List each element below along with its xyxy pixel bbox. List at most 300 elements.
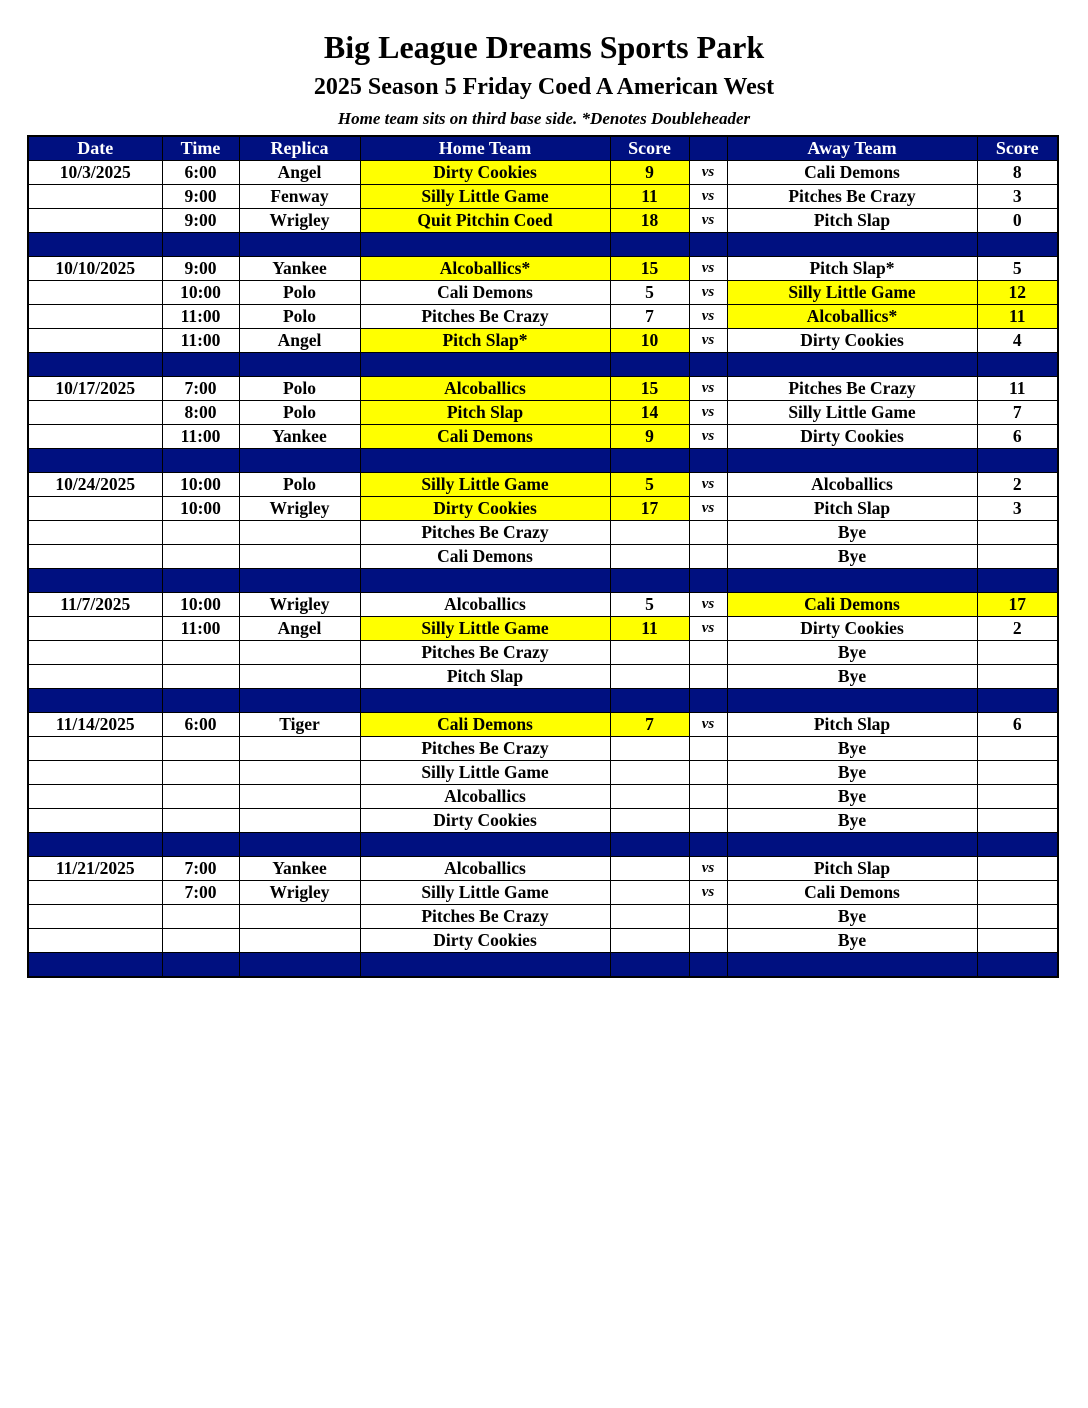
separator-cell (610, 449, 689, 473)
home-team-cell: Silly Little Game (360, 473, 610, 497)
vs-cell: vs (689, 593, 727, 617)
table-row (28, 785, 1058, 809)
replica-cell: Yankee (239, 857, 360, 881)
away-team-cell: Bye (727, 737, 977, 761)
vs-cell: vs (689, 185, 727, 209)
away-score-cell: 6 (977, 425, 1058, 449)
time-cell: 11:00 (162, 617, 239, 641)
away-score-cell (977, 785, 1058, 809)
time-cell (162, 665, 239, 689)
away-team-cell: Alcoballics (727, 473, 977, 497)
table-row (28, 329, 1058, 353)
home-team-cell: Alcoballics (360, 377, 610, 401)
separator-cell (162, 353, 239, 377)
table-row (28, 401, 1058, 425)
away-score-cell (977, 881, 1058, 905)
table-row (28, 185, 1058, 209)
date-cell: 10/24/2025 (28, 473, 162, 497)
separator-cell (360, 233, 610, 257)
table-row (28, 929, 1058, 953)
home-team-cell: Silly Little Game (360, 761, 610, 785)
home-team-cell: Silly Little Game (360, 881, 610, 905)
column-header-home-score: Score (610, 136, 689, 161)
vs-cell: vs (689, 209, 727, 233)
schedule-note: Home team sits on third base side. *Denotes Doubleheader (337, 109, 751, 128)
home-team-cell: Pitches Be Crazy (360, 521, 610, 545)
separator-cell (162, 689, 239, 713)
date-cell (28, 617, 162, 641)
time-cell (162, 737, 239, 761)
separator-cell (977, 953, 1058, 978)
home-team-cell: Pitches Be Crazy (360, 305, 610, 329)
away-score-cell: 17 (977, 593, 1058, 617)
date-cell (28, 401, 162, 425)
date-cell (28, 785, 162, 809)
separator-cell (610, 833, 689, 857)
table-row (28, 881, 1058, 905)
away-score-cell: 6 (977, 713, 1058, 737)
away-score-cell (977, 929, 1058, 953)
table-header-row (28, 136, 1058, 161)
replica-cell: Polo (239, 305, 360, 329)
column-header-time: Time (162, 136, 239, 161)
separator-cell (727, 233, 977, 257)
date-cell (28, 521, 162, 545)
separator-cell (689, 953, 727, 978)
replica-cell: Wrigley (239, 593, 360, 617)
away-team-cell: Silly Little Game (727, 281, 977, 305)
week-separator-row (28, 569, 1058, 593)
away-team-cell: Bye (727, 521, 977, 545)
separator-cell (689, 233, 727, 257)
time-cell: 11:00 (162, 425, 239, 449)
vs-cell (689, 761, 727, 785)
date-cell (28, 641, 162, 665)
away-score-cell (977, 641, 1058, 665)
vs-cell: vs (689, 305, 727, 329)
date-cell (28, 761, 162, 785)
separator-cell (689, 833, 727, 857)
vs-cell: vs (689, 857, 727, 881)
separator-cell (162, 449, 239, 473)
vs-cell: vs (689, 881, 727, 905)
replica-cell (239, 929, 360, 953)
replica-cell (239, 665, 360, 689)
separator-cell (977, 569, 1058, 593)
table-row (28, 377, 1058, 401)
away-team-cell: Alcoballics* (727, 305, 977, 329)
table-row (28, 497, 1058, 521)
date-cell: 10/17/2025 (28, 377, 162, 401)
separator-cell (360, 449, 610, 473)
week-separator-row (28, 449, 1058, 473)
date-cell (28, 881, 162, 905)
home-team-cell: Silly Little Game (360, 617, 610, 641)
home-team-cell: Dirty Cookies (360, 161, 610, 185)
time-cell: 10:00 (162, 593, 239, 617)
away-team-cell: Bye (727, 641, 977, 665)
table-row (28, 665, 1058, 689)
column-header-home-team: Home Team (360, 136, 610, 161)
time-cell (162, 545, 239, 569)
date-cell (28, 929, 162, 953)
date-cell (28, 425, 162, 449)
vs-cell: vs (689, 161, 727, 185)
away-score-cell: 8 (977, 161, 1058, 185)
replica-cell: Yankee (239, 425, 360, 449)
schedule-table (27, 135, 1059, 978)
time-cell: 11:00 (162, 305, 239, 329)
schedule-body (28, 161, 1058, 978)
vs-cell (689, 641, 727, 665)
time-cell: 6:00 (162, 713, 239, 737)
week-separator-row (28, 353, 1058, 377)
home-score-cell (610, 857, 689, 881)
time-cell (162, 761, 239, 785)
separator-cell (239, 233, 360, 257)
replica-cell: Fenway (239, 185, 360, 209)
home-team-cell: Dirty Cookies (360, 929, 610, 953)
home-team-cell: Dirty Cookies (360, 497, 610, 521)
date-cell (28, 281, 162, 305)
time-cell (162, 641, 239, 665)
away-score-cell (977, 521, 1058, 545)
away-team-cell: Bye (727, 761, 977, 785)
away-team-cell: Dirty Cookies (727, 329, 977, 353)
replica-cell: Tiger (239, 713, 360, 737)
replica-cell (239, 761, 360, 785)
time-cell: 10:00 (162, 473, 239, 497)
column-header-away-score: Score (977, 136, 1058, 161)
separator-cell (727, 689, 977, 713)
separator-cell (360, 569, 610, 593)
separator-cell (360, 689, 610, 713)
date-cell (28, 305, 162, 329)
away-score-cell: 4 (977, 329, 1058, 353)
time-cell (162, 809, 239, 833)
date-cell (28, 545, 162, 569)
separator-cell (977, 689, 1058, 713)
home-team-cell: Silly Little Game (360, 185, 610, 209)
away-team-cell: Pitch Slap (727, 497, 977, 521)
vs-cell (689, 737, 727, 761)
table-row (28, 521, 1058, 545)
away-score-cell: 3 (977, 185, 1058, 209)
replica-cell (239, 905, 360, 929)
home-score-cell: 14 (610, 401, 689, 425)
away-score-cell (977, 761, 1058, 785)
separator-cell (689, 689, 727, 713)
home-score-cell: 7 (610, 305, 689, 329)
time-cell (162, 929, 239, 953)
week-separator-row (28, 689, 1058, 713)
date-cell: 10/3/2025 (28, 161, 162, 185)
home-score-cell (610, 665, 689, 689)
home-team-cell: Pitch Slap (360, 401, 610, 425)
table-row (28, 761, 1058, 785)
separator-cell (610, 953, 689, 978)
replica-cell (239, 785, 360, 809)
away-score-cell: 5 (977, 257, 1058, 281)
week-separator-row (28, 833, 1058, 857)
separator-cell (610, 233, 689, 257)
replica-cell: Wrigley (239, 209, 360, 233)
home-team-cell: Alcoballics (360, 857, 610, 881)
away-score-cell: 11 (977, 305, 1058, 329)
away-score-cell (977, 809, 1058, 833)
replica-cell: Yankee (239, 257, 360, 281)
home-score-cell (610, 761, 689, 785)
vs-cell: vs (689, 473, 727, 497)
away-score-cell: 11 (977, 377, 1058, 401)
date-cell: 10/10/2025 (28, 257, 162, 281)
home-score-cell: 5 (610, 281, 689, 305)
separator-cell (239, 833, 360, 857)
vs-cell: vs (689, 377, 727, 401)
away-team-cell: Bye (727, 809, 977, 833)
separator-cell (239, 449, 360, 473)
time-cell: 10:00 (162, 497, 239, 521)
separator-cell (610, 569, 689, 593)
date-cell (28, 497, 162, 521)
separator-cell (977, 353, 1058, 377)
away-score-cell: 0 (977, 209, 1058, 233)
column-header-away-team: Away Team (727, 136, 977, 161)
vs-cell: vs (689, 401, 727, 425)
time-cell (162, 905, 239, 929)
time-cell: 7:00 (162, 881, 239, 905)
table-row (28, 713, 1058, 737)
replica-cell: Angel (239, 617, 360, 641)
vs-cell (689, 785, 727, 809)
home-score-cell: 7 (610, 713, 689, 737)
vs-cell: vs (689, 329, 727, 353)
separator-cell (360, 953, 610, 978)
home-team-cell: Cali Demons (360, 425, 610, 449)
separator-cell (977, 449, 1058, 473)
separator-cell (360, 353, 610, 377)
vs-cell: vs (689, 257, 727, 281)
column-header-replica: Replica (239, 136, 360, 161)
replica-cell (239, 521, 360, 545)
table-row (28, 809, 1058, 833)
vs-cell: vs (689, 425, 727, 449)
home-score-cell: 9 (610, 161, 689, 185)
home-score-cell (610, 737, 689, 761)
page-title: Big League Dreams Sports Park (323, 29, 765, 65)
page-subtitle: 2025 Season 5 Friday Coed A American West (313, 74, 775, 100)
home-team-cell: Alcoballics (360, 593, 610, 617)
separator-cell (727, 953, 977, 978)
separator-cell (977, 833, 1058, 857)
date-cell (28, 905, 162, 929)
table-row (28, 593, 1058, 617)
away-score-cell (977, 737, 1058, 761)
home-score-cell (610, 881, 689, 905)
time-cell: 11:00 (162, 329, 239, 353)
away-score-cell: 2 (977, 473, 1058, 497)
table-row (28, 209, 1058, 233)
date-cell (28, 329, 162, 353)
replica-cell: Angel (239, 161, 360, 185)
replica-cell: Wrigley (239, 881, 360, 905)
separator-cell (727, 353, 977, 377)
replica-cell: Polo (239, 473, 360, 497)
separator-cell (28, 833, 162, 857)
home-score-cell: 11 (610, 185, 689, 209)
away-team-cell: Bye (727, 929, 977, 953)
separator-cell (162, 569, 239, 593)
vs-cell (689, 545, 727, 569)
away-team-cell: Pitch Slap (727, 713, 977, 737)
separator-cell (239, 689, 360, 713)
table-row (28, 305, 1058, 329)
home-score-cell: 17 (610, 497, 689, 521)
home-team-cell: Quit Pitchin Coed (360, 209, 610, 233)
time-cell: 8:00 (162, 401, 239, 425)
separator-cell (610, 689, 689, 713)
home-score-cell (610, 905, 689, 929)
away-team-cell: Pitch Slap (727, 857, 977, 881)
date-cell: 11/21/2025 (28, 857, 162, 881)
table-row (28, 161, 1058, 185)
separator-cell (28, 953, 162, 978)
date-cell: 11/14/2025 (28, 713, 162, 737)
date-cell: 11/7/2025 (28, 593, 162, 617)
week-separator-row (28, 953, 1058, 978)
separator-cell (28, 353, 162, 377)
separator-cell (689, 353, 727, 377)
home-score-cell: 15 (610, 377, 689, 401)
time-cell: 7:00 (162, 377, 239, 401)
away-team-cell: Bye (727, 545, 977, 569)
home-score-cell: 10 (610, 329, 689, 353)
away-score-cell (977, 905, 1058, 929)
vs-cell: vs (689, 713, 727, 737)
home-team-cell: Pitch Slap* (360, 329, 610, 353)
home-score-cell: 11 (610, 617, 689, 641)
away-team-cell: Cali Demons (727, 161, 977, 185)
home-team-cell: Alcoballics (360, 785, 610, 809)
home-team-cell: Pitches Be Crazy (360, 737, 610, 761)
home-score-cell: 15 (610, 257, 689, 281)
date-cell (28, 809, 162, 833)
home-score-cell (610, 545, 689, 569)
vs-cell (689, 929, 727, 953)
separator-cell (727, 833, 977, 857)
replica-cell: Polo (239, 401, 360, 425)
replica-cell: Angel (239, 329, 360, 353)
table-row (28, 737, 1058, 761)
home-score-cell: 5 (610, 473, 689, 497)
separator-cell (239, 953, 360, 978)
time-cell: 7:00 (162, 857, 239, 881)
vs-cell: vs (689, 281, 727, 305)
column-header-vs (689, 136, 727, 161)
home-team-cell: Alcoballics* (360, 257, 610, 281)
separator-cell (239, 569, 360, 593)
separator-cell (28, 233, 162, 257)
replica-cell (239, 641, 360, 665)
separator-cell (28, 449, 162, 473)
separator-cell (162, 833, 239, 857)
time-cell (162, 785, 239, 809)
away-team-cell: Pitch Slap (727, 209, 977, 233)
home-score-cell (610, 785, 689, 809)
time-cell: 6:00 (162, 161, 239, 185)
time-cell: 9:00 (162, 185, 239, 209)
separator-cell (689, 449, 727, 473)
away-team-cell: Silly Little Game (727, 401, 977, 425)
separator-cell (977, 233, 1058, 257)
away-team-cell: Pitch Slap* (727, 257, 977, 281)
vs-cell: vs (689, 497, 727, 521)
date-cell (28, 665, 162, 689)
separator-cell (727, 569, 977, 593)
time-cell: 9:00 (162, 209, 239, 233)
time-cell (162, 521, 239, 545)
vs-cell (689, 809, 727, 833)
separator-cell (727, 449, 977, 473)
home-score-cell: 5 (610, 593, 689, 617)
away-score-cell: 2 (977, 617, 1058, 641)
separator-cell (28, 569, 162, 593)
home-score-cell: 9 (610, 425, 689, 449)
replica-cell (239, 737, 360, 761)
table-row (28, 905, 1058, 929)
away-score-cell (977, 665, 1058, 689)
home-team-cell: Pitches Be Crazy (360, 905, 610, 929)
away-team-cell: Cali Demons (727, 593, 977, 617)
home-score-cell (610, 521, 689, 545)
away-team-cell: Pitches Be Crazy (727, 377, 977, 401)
table-row (28, 281, 1058, 305)
vs-cell (689, 521, 727, 545)
away-score-cell: 7 (977, 401, 1058, 425)
vs-cell (689, 665, 727, 689)
away-score-cell (977, 545, 1058, 569)
time-cell: 10:00 (162, 281, 239, 305)
separator-cell (610, 353, 689, 377)
away-team-cell: Pitches Be Crazy (727, 185, 977, 209)
vs-cell (689, 905, 727, 929)
table-row (28, 545, 1058, 569)
separator-cell (239, 353, 360, 377)
week-separator-row (28, 233, 1058, 257)
date-cell (28, 209, 162, 233)
vs-cell: vs (689, 617, 727, 641)
column-header-date: Date (28, 136, 162, 161)
home-score-cell: 18 (610, 209, 689, 233)
replica-cell (239, 545, 360, 569)
away-team-cell: Bye (727, 905, 977, 929)
table-row (28, 473, 1058, 497)
replica-cell (239, 809, 360, 833)
time-cell: 9:00 (162, 257, 239, 281)
home-team-cell: Dirty Cookies (360, 809, 610, 833)
separator-cell (689, 569, 727, 593)
away-team-cell: Bye (727, 785, 977, 809)
away-score-cell (977, 857, 1058, 881)
home-score-cell (610, 641, 689, 665)
table-row (28, 857, 1058, 881)
date-cell (28, 737, 162, 761)
separator-cell (162, 953, 239, 978)
away-team-cell: Cali Demons (727, 881, 977, 905)
home-team-cell: Cali Demons (360, 545, 610, 569)
replica-cell: Polo (239, 281, 360, 305)
table-row (28, 257, 1058, 281)
